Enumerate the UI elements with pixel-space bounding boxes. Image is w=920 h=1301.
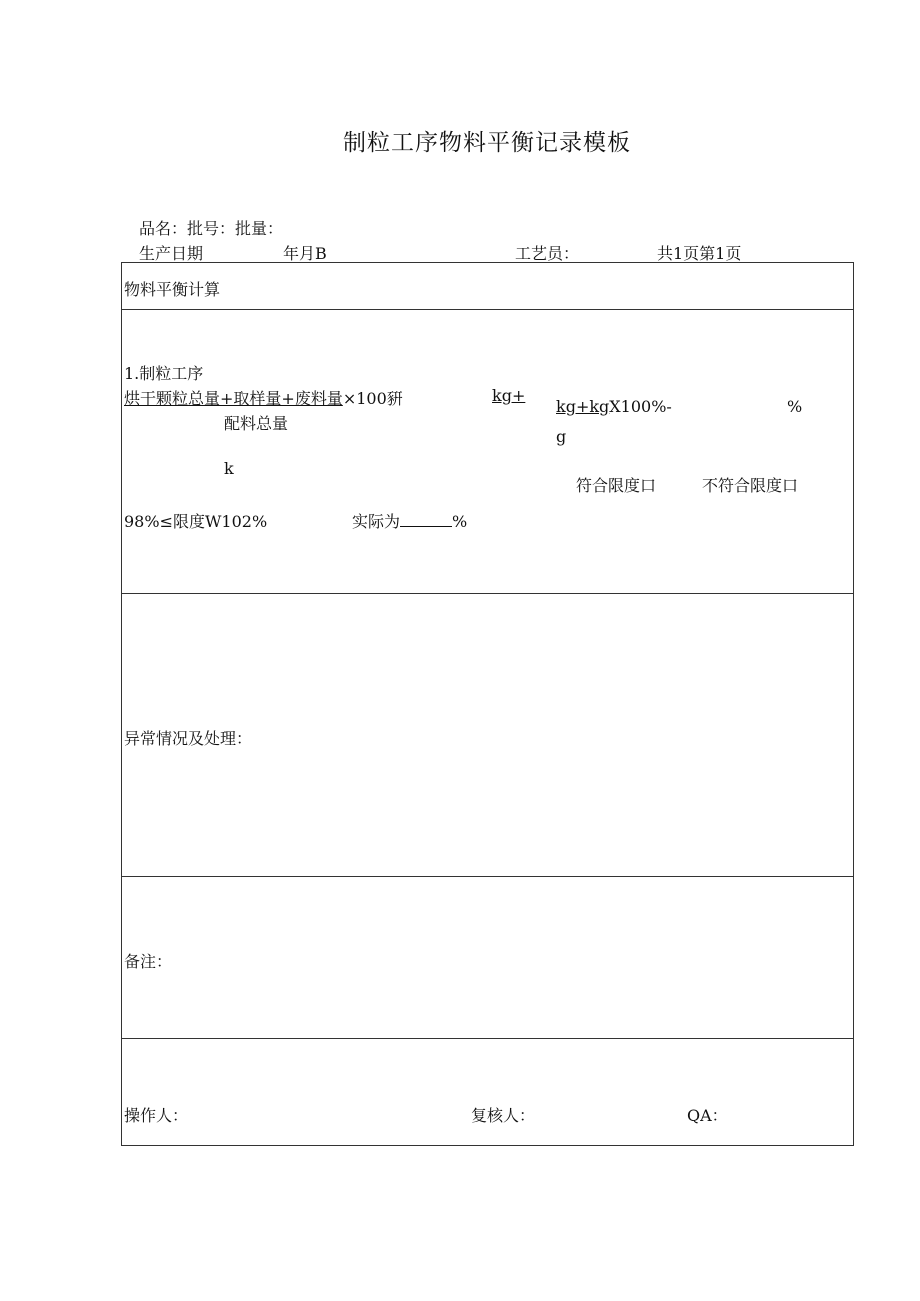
abnormal-label: 异常情况及处理：: [124, 729, 253, 748]
formula-right-tail: X100%-: [609, 397, 672, 416]
header-line-name-batch: 品名：批号：批量：: [139, 219, 284, 238]
row-divider: [122, 309, 853, 310]
percent-sign: %: [787, 397, 803, 416]
conform-checkbox-label: 符合限度口: [576, 476, 657, 495]
technician-label: 工艺员：: [515, 244, 580, 263]
not-conform-checkbox-label: 不符合限度口: [702, 476, 799, 495]
step-label: 1.制粒工序: [124, 364, 204, 383]
reviewer-label: 复核人：: [471, 1106, 536, 1125]
operator-label: 操作人：: [124, 1106, 189, 1125]
actual-label: 实际为: [352, 512, 401, 531]
page-info: 共1页第1页: [657, 244, 742, 263]
calc-section-title: 物料平衡计算: [124, 280, 221, 299]
actual-blank: [400, 512, 452, 527]
formula-right-row: [556, 397, 672, 416]
unit-g: g: [556, 427, 567, 446]
formula-numerator: 烘干颗粒总量+取样量+废料量: [124, 389, 343, 408]
formula-right: kg+kg: [556, 397, 610, 416]
production-date-label: 生产日期: [139, 244, 204, 263]
actual-value-row: [352, 509, 467, 532]
unit-k: k: [224, 459, 234, 478]
row-divider: [122, 593, 853, 594]
record-table: [121, 262, 854, 1146]
actual-unit: %: [452, 512, 468, 531]
qa-label: QA：: [687, 1106, 728, 1125]
formula-multiplier: ×100豣: [342, 389, 403, 408]
formula-denominator: 配料总量: [224, 414, 289, 433]
row-divider: [122, 1038, 853, 1039]
limit-range: 98%≤限度W102%: [124, 512, 268, 531]
unit-kg-plus: kg+: [492, 386, 526, 405]
document-title: 制粒工序物料平衡记录模板: [343, 130, 631, 156]
formula-numerator-row: [124, 386, 403, 409]
date-units: 年月B: [283, 244, 327, 263]
row-divider: [122, 876, 853, 877]
remarks-label: 备注：: [124, 952, 173, 971]
